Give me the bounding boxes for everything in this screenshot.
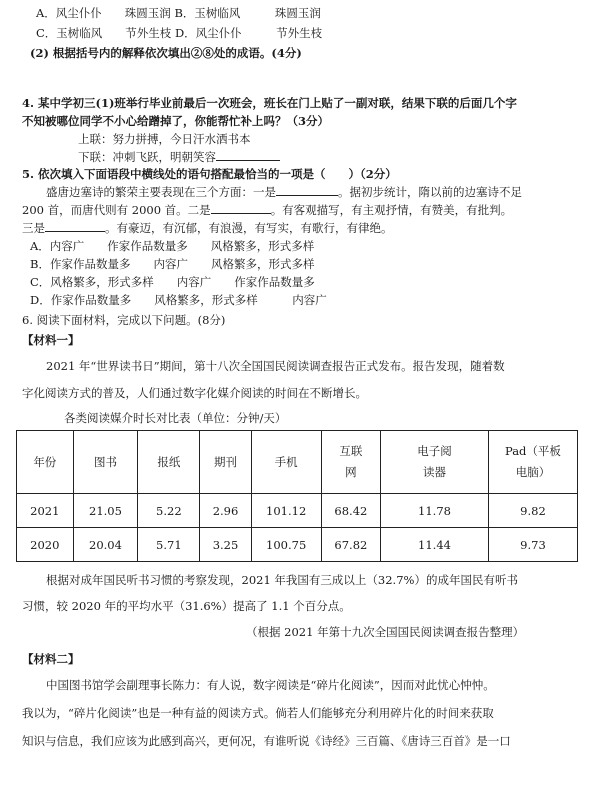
table-header-row (17, 431, 578, 494)
q5-p2a: 200 首，而唐代则有 2000 首。二是 (22, 203, 211, 217)
q4-stem-line2: 不知被哪位同学不小心给蹭掉了，你能帮忙补上吗？（3分） (22, 114, 329, 128)
cell-books: 21.05 (73, 494, 138, 528)
q3-option-cd: C．玉树临风 节外生枝 D．风尘仆仆 节外生枝 (36, 26, 323, 40)
material-1-para2-line2: 习惯，较 2020 年的平均水平（31.6%）提高了 1.1 个百分点。 (22, 599, 351, 613)
cell-internet: 68.42 (321, 494, 380, 528)
cell-periodicals: 3.25 (200, 528, 251, 562)
q5-para-line1 (46, 184, 522, 200)
material-2-line1: 中国图书馆学会副理事长陈力：有人说，数字阅读是“碎片化阅读”，因而对此忧心忡忡。 (46, 678, 495, 692)
cell-ereader: 11.44 (381, 528, 489, 562)
cell-pad: 9.73 (488, 528, 577, 562)
q5-para-line2 (22, 202, 512, 218)
material-1-para1-line1: 2021 年“世界读书日”期间，第十八次全国国民阅读调查报告正式发布。报告发现，随着数 (46, 359, 505, 373)
table-row (17, 528, 578, 562)
q4-lower-couplet (78, 149, 280, 165)
cell-books: 20.04 (73, 528, 138, 562)
material-1-para1-line2: 字化阅读方式的普及，人们通过数字化媒介阅读的时间在不断增长。 (22, 386, 367, 400)
material-1-title: 【材料一】 (22, 333, 80, 347)
cell-newspapers: 5.71 (138, 528, 200, 562)
cell-periodicals: 2.96 (200, 494, 251, 528)
cell-ereader: 11.78 (381, 494, 489, 528)
media-time-table (16, 430, 578, 562)
q5-para-line3 (22, 220, 393, 236)
q4-stem-line1: 4. 某中学初三(1)班举行毕业前最后一次班会，班长在门上贴了一副对联，结果下联的后面几个字 (22, 96, 517, 110)
q6-stem: 6. 阅读下面材料，完成以下问题。(8分) (22, 313, 226, 327)
q5-blank-2[interactable] (211, 202, 271, 214)
cell-internet: 67.82 (321, 528, 380, 562)
cell-year: 2020 (17, 528, 74, 562)
q5-blank-1[interactable] (276, 184, 338, 196)
cell-mobile: 101.12 (251, 494, 321, 528)
material-2-line3: 知识与信息，我们应该为此感到高兴，更何况，有谁听说《诗经》三百篇、《唐诗三百首》是一口 (22, 734, 511, 748)
q5-option-a: A．内容广 作家作品数量多 风格繁多，形式多样 (30, 239, 315, 253)
cell-mobile: 100.75 (251, 528, 321, 562)
material-1-source: （根据 2021 年第十九次全国国民阅读调查报告整理） (246, 625, 525, 639)
header-books: 图书 (73, 431, 138, 494)
material-2-title: 【材料二】 (22, 652, 80, 666)
q3-option-ab: A．风尘仆仆 珠圆玉润 B．玉树临风 珠圆玉润 (36, 6, 321, 20)
q4-answer-blank[interactable] (216, 149, 280, 161)
header-ereader: 电子阅 读器 (381, 431, 489, 494)
table-caption: 各类阅读媒介时长对比表（单位：分钟/天） (64, 411, 287, 425)
header-mobile: 手机 (251, 431, 321, 494)
q3-sub2: (2) 根据括号内的解释依次填出②⑧处的成语。(4分) (30, 46, 302, 60)
q5-p3a: 三是 (22, 221, 45, 235)
header-year: 年份 (17, 431, 74, 494)
cell-newspapers: 5.22 (138, 494, 200, 528)
q5-option-c: C．风格繁多，形式多样 内容广 作家作品数量多 (30, 275, 315, 289)
q5-option-d: D．作家作品数量多 风格繁多，形式多样 内容广 (30, 293, 327, 307)
material-1-para2-line1: 根据对成年国民听书习惯的考察发现，2021 年我国有三成以上（32.7%）的成年国民有听书 (46, 573, 518, 587)
material-2-line2: 我以为，“碎片化阅读”也是一种有益的阅读方式。倘若人们能够充分利用碎片化的时间来获取 (22, 706, 494, 720)
header-periodicals: 期刊 (200, 431, 251, 494)
q5-stem: 5. 依次填入下面语段中横线处的语句搭配最恰当的一项是（ ）（2分） (22, 167, 397, 181)
q5-option-b: B．作家作品数量多 内容广 风格繁多，形式多样 (30, 257, 315, 271)
header-pad: Pad（平板 电脑） (488, 431, 577, 494)
q5-p1b: 。据初步统计，隋以前的边塞诗不足 (338, 185, 522, 199)
q5-p3b: 。有豪迈，有沉郁，有浪漫，有写实，有歌行，有律绝。 (105, 221, 393, 235)
q4-lower-text: 下联：冲刺飞跃，明朝笑容 (78, 150, 216, 164)
cell-pad: 9.82 (488, 494, 577, 528)
q4-upper-couplet: 上联：努力拼搏，今日汗水洒书本 (78, 132, 251, 146)
table-row (17, 494, 578, 528)
cell-year: 2021 (17, 494, 74, 528)
q5-blank-3[interactable] (45, 220, 105, 232)
header-newspapers: 报纸 (138, 431, 200, 494)
q5-p1a: 盛唐边塞诗的繁荣主要表现在三个方面：一是 (46, 185, 276, 199)
q5-p2b: 。有客观描写，有主观抒情，有赞美，有批判。 (270, 203, 513, 217)
header-internet: 互联 网 (321, 431, 380, 494)
